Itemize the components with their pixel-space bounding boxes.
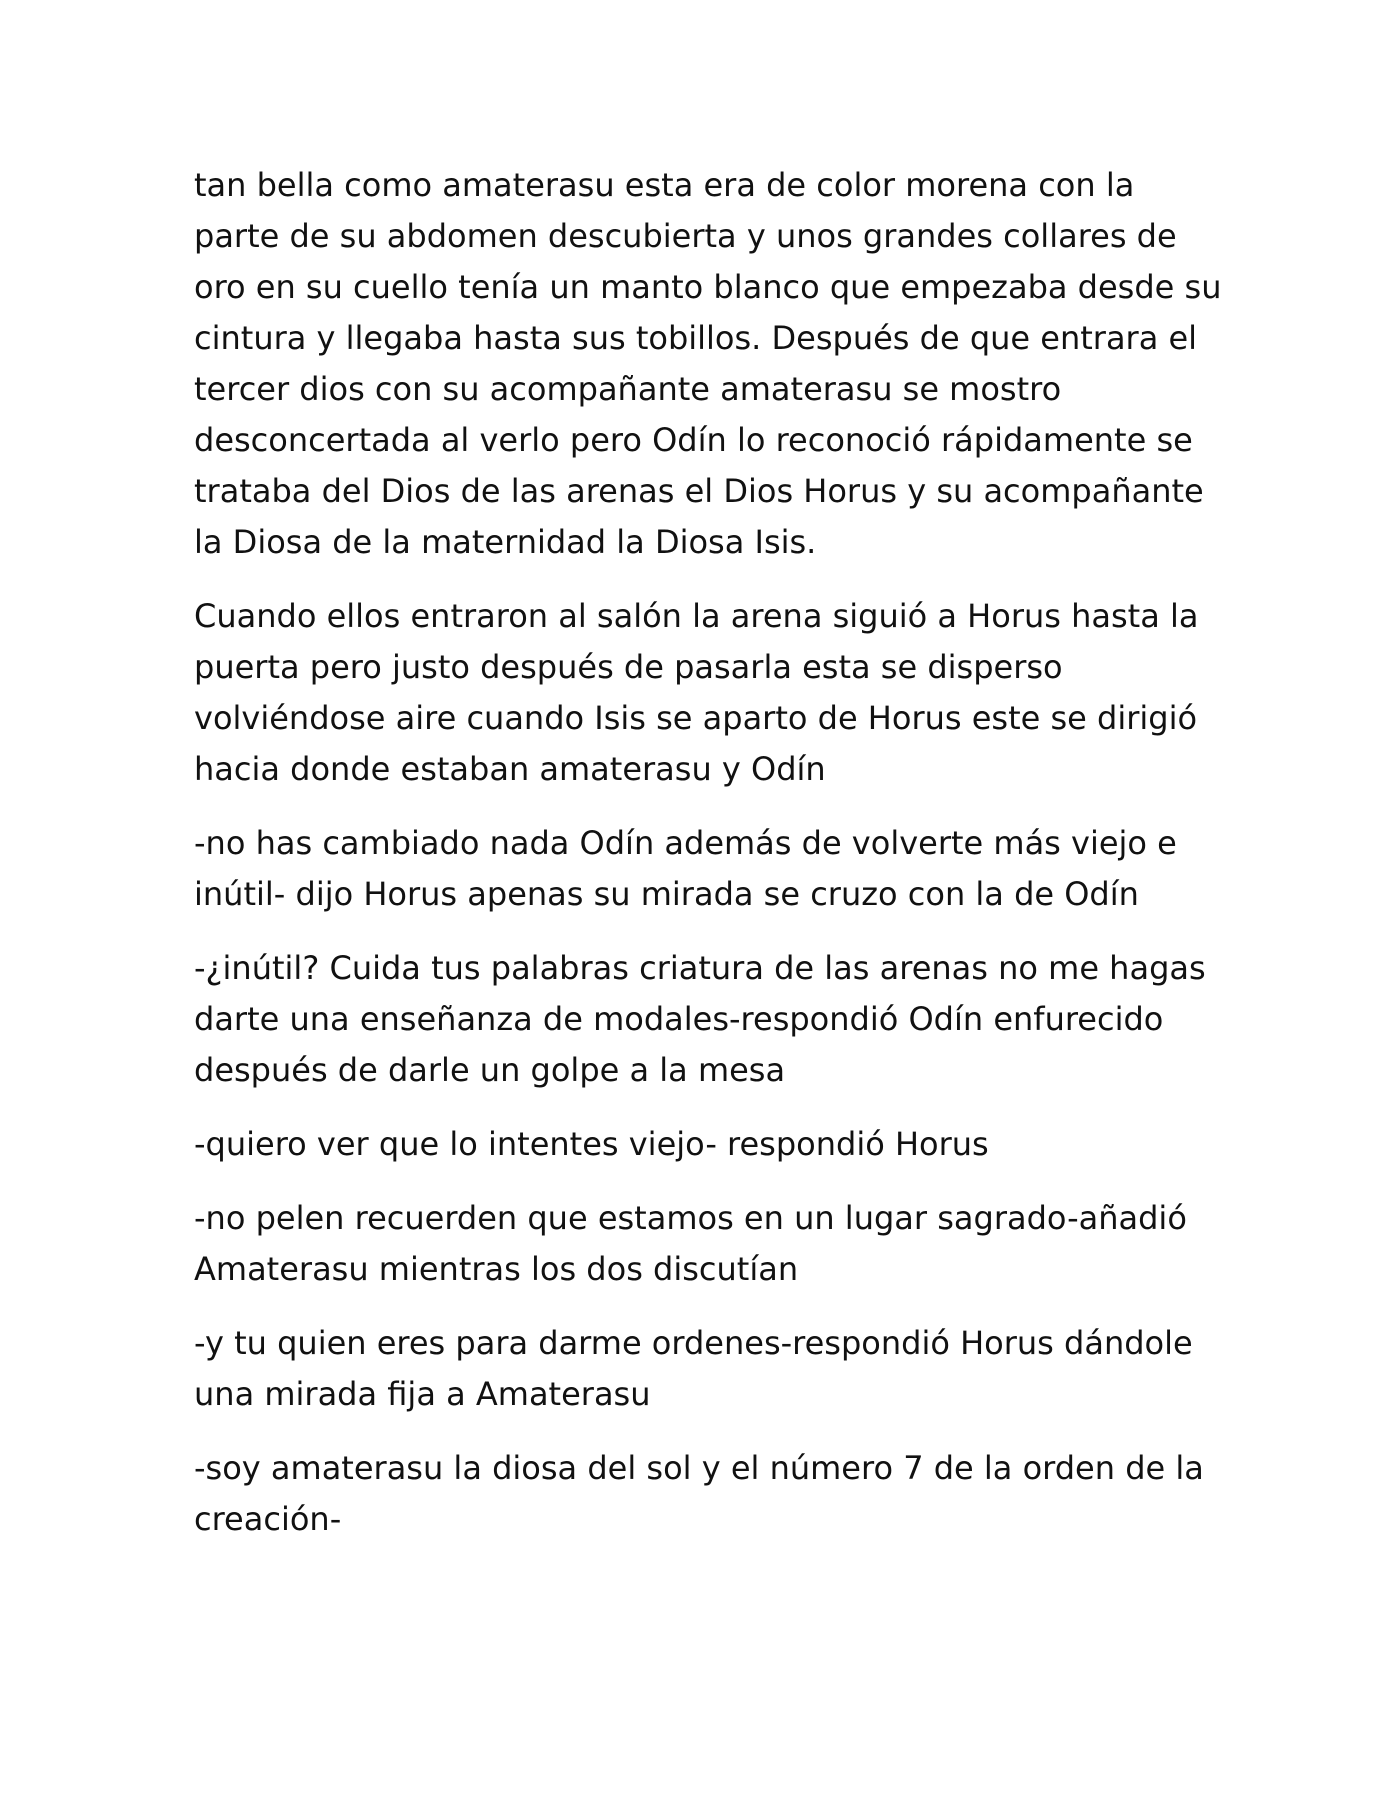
paragraph-6: -no pelen recuerden que estamos en un lugar sagrado-añadió Amaterasu mientras los dos discutían [194,1199,1187,1288]
paragraph-3: -no has cambiado nada Odín además de volverte más viejo e inútil- dijo Horus apenas su mirada se cruzo con la de Odín [194,824,1177,913]
paragraph-5: -quiero ver que lo intentes viejo- respondió Horus [194,1125,989,1163]
paragraph-1: tan bella como amaterasu esta era de color morena con la parte de su abdomen descubierta y unos grandes collares de oro en su cuello tenía un manto blanco que empezaba desde su cintura y llegaba hasta sus tobillos. Después de que entrara el tercer dios con su acompañante amaterasu se mostro desconcertada al verlo pero Odín lo reconoció rápidamente se trataba del Dios de las arenas el Dios Horus y su acompañante la Diosa de la maternidad la Diosa Isis. [194,166,1222,561]
document-body [194,160,1224,1568]
paragraph-7: -y tu quien eres para darme ordenes-respondió Horus dándole una mirada fija a Amaterasu [194,1324,1193,1413]
paragraph-4: -¿inútil? Cuida tus palabras criatura de las arenas no me hagas darte una enseñanza de modales-respondió Odín enfurecido después de darle un golpe a la mesa [194,949,1206,1089]
paragraph-2: Cuando ellos entraron al salón la arena siguió a Horus hasta la puerta pero justo después de pasarla esta se disperso volviéndose aire cuando Isis se aparto de Horus este se dirigió hacia donde estaban amaterasu y Odín [194,597,1199,788]
paragraph-8: -soy amaterasu la diosa del sol y el número 7 de la orden de la creación- [194,1449,1204,1538]
